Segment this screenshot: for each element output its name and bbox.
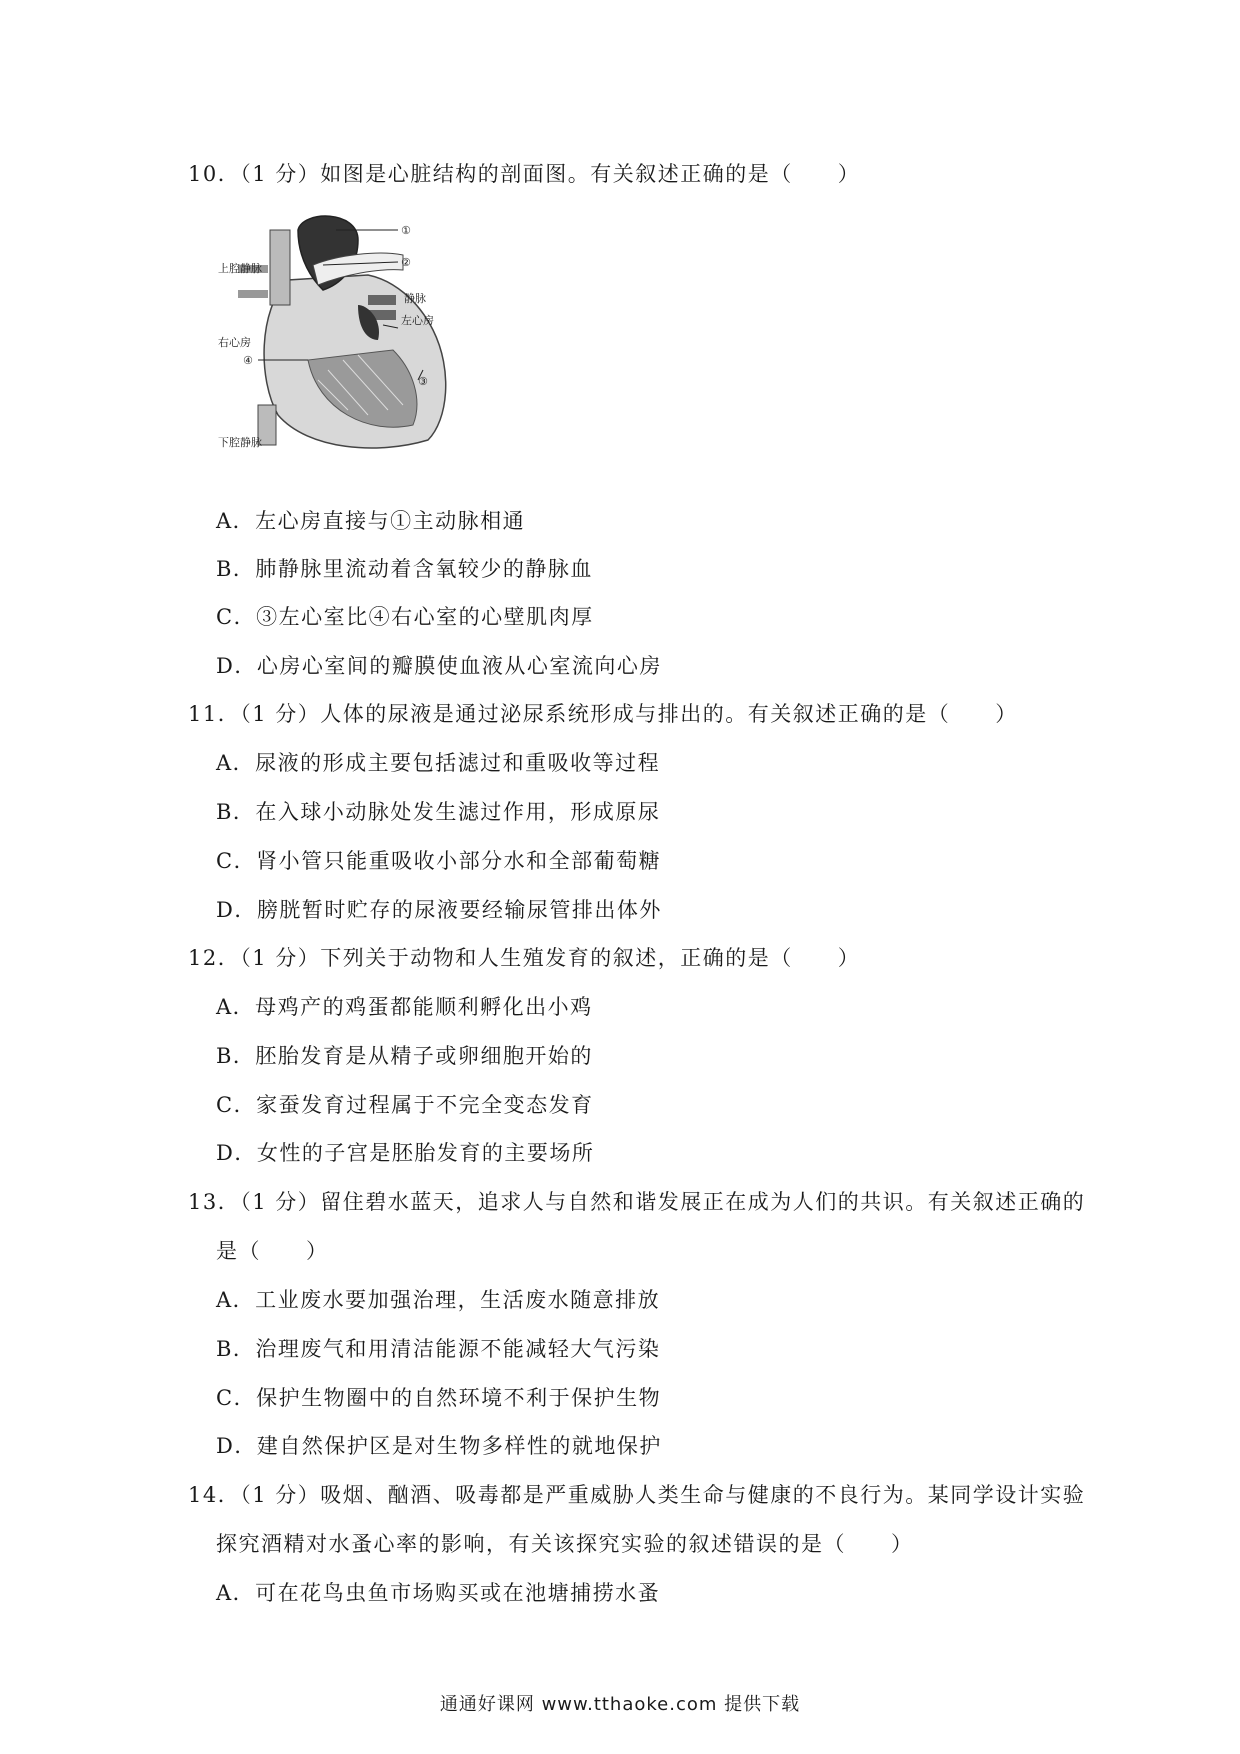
q13-option-b: B．治理废气和用清洁能源不能减轻大气污染 [216, 1337, 661, 1361]
label-1: ① [401, 224, 411, 237]
label-left-atrium: 左心房 [401, 314, 434, 327]
question-13-stem-continued: 是（ ） [216, 1239, 329, 1263]
q13-option-d: D．建自然保护区是对生物多样性的就地保护 [216, 1434, 662, 1458]
q14-option-a: A．可在花鸟虫鱼市场购买或在池塘捕捞水蚤 [216, 1581, 661, 1605]
q13-option-c: C．保护生物圈中的自然环境不利于保护生物 [216, 1386, 662, 1410]
q10-option-d: D．心房心室间的瓣膜使血液从心室流向心房 [216, 654, 662, 678]
label-4: ④ [243, 354, 253, 367]
label-pulmonary-vein: 静脉 [404, 292, 426, 305]
question-13-stem: 13．（1 分）留住碧水蓝天，追求人与自然和谐发展正在成为人们的共识。有关叙述正确的 [188, 1190, 1086, 1214]
q11-option-a: A．尿液的形成主要包括滤过和重吸收等过程 [216, 751, 661, 775]
question-14-stem-continued: 探究酒精对水蚤心率的影响，有关该探究实验的叙述错误的是（ ） [216, 1532, 914, 1556]
q11-option-b: B．在入球小动脉处发生滤过作用，形成原尿 [216, 800, 661, 824]
question-10-stem: 10．（1 分）如图是心脏结构的剖面图。有关叙述正确的是（ ） [188, 162, 861, 186]
q12-option-a: A．母鸡产的鸡蛋都能顺利孵化出小鸡 [216, 995, 593, 1019]
question-11-stem: 11．（1 分）人体的尿液是通过泌尿系统形成与排出的。有关叙述正确的是（ ） [188, 702, 1018, 726]
page-footer: 通通好课网 www.tthaoke.com 提供下载 [439, 1694, 801, 1715]
q12-option-d: D．女性的子宫是胚胎发育的主要场所 [216, 1141, 595, 1165]
q10-option-b: B．肺静脉里流动着含氧较少的静脉血 [216, 557, 593, 581]
label-3: ③ [418, 375, 428, 388]
question-14-stem: 14．（1 分）吸烟、酗酒、吸毒都是严重威胁人类生命与健康的不良行为。某同学设计实验 [188, 1483, 1086, 1507]
label-2: ② [401, 256, 411, 269]
label-inferior-vena-cava: 下腔静脉 [218, 436, 262, 449]
q13-option-a: A．工业废水要加强治理，生活废水随意排放 [216, 1288, 661, 1312]
label-right-atrium: 右心房 [218, 336, 251, 349]
label-superior-vena-cava: 上腔静脉 [218, 262, 262, 275]
q10-option-c: C．③左心室比④右心室的心壁肌肉厚 [216, 605, 594, 629]
q10-option-a: A．左心房直接与①主动脉相通 [216, 509, 526, 533]
q11-option-c: C．肾小管只能重吸收小部分水和全部葡萄糖 [216, 849, 662, 873]
question-12-stem: 12．（1 分）下列关于动物和人生殖发育的叙述，正确的是（ ） [188, 946, 861, 970]
q12-option-b: B．胚胎发育是从精子或卵细胞开始的 [216, 1044, 593, 1068]
heart-cross-section-diagram [218, 210, 508, 460]
q11-option-d: D．膀胱暂时贮存的尿液要经输尿管排出体外 [216, 898, 662, 922]
q12-option-c: C．家蚕发育过程属于不完全变态发育 [216, 1093, 594, 1117]
